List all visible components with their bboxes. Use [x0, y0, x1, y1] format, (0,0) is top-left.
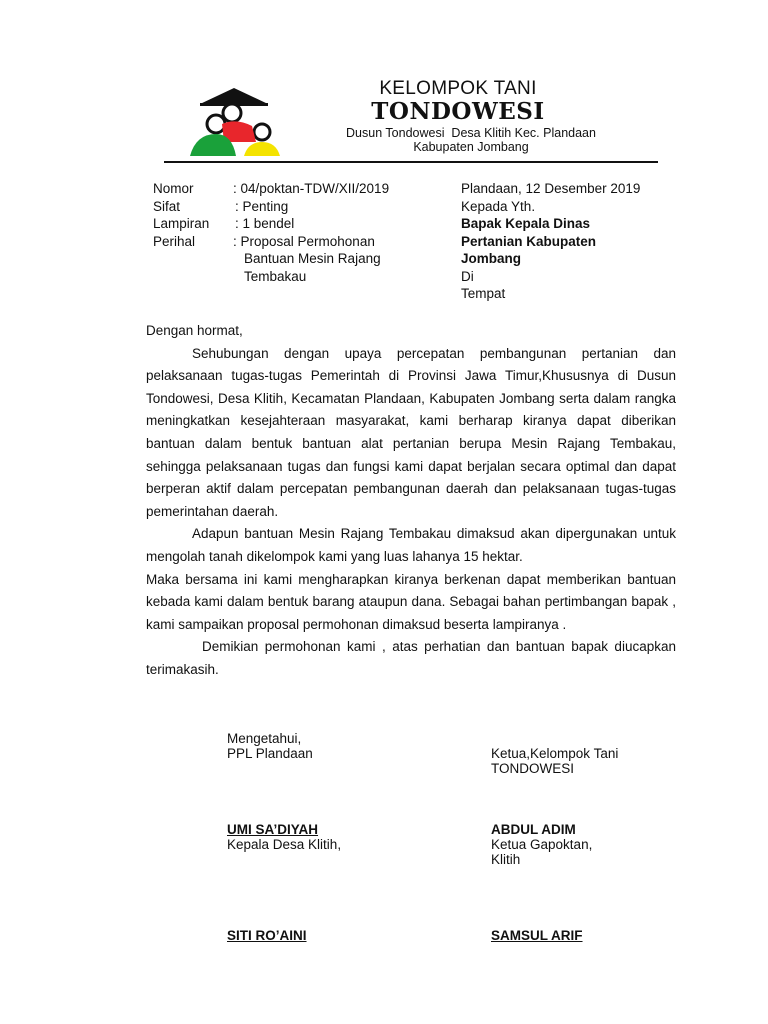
perihal-value-3: Tembakau [244, 269, 307, 284]
letter-date: Plandaan, 12 Desember 2019 [461, 181, 641, 196]
paragraph-2: Adapun bantuan Mesin Rajang Tembakau dimaksud akan dipergunakan untuk mengolah tanah dikelompok kami yang luas lahanya 15 hektar. [146, 526, 676, 564]
farmer-family-logo-icon [186, 84, 282, 160]
recipient-line-3: Jombang [461, 251, 522, 266]
recipient-line-1: Bapak Kepala Dinas [461, 216, 591, 231]
paragraph-3: Maka bersama ini kami mengharapkan kiranya berkenan dapat memberikan bantuan kebada kami dalam bentuk barang ataupun dana. Sebagai bahan pertimbangan bapak , kami sampaikan proposal permohonan dimaksud beserta lampiranya . [146, 571, 676, 632]
group-title: KELOMPOK TANI [379, 78, 537, 99]
address-line-2: Kabupaten Jombang [413, 140, 529, 154]
letterhead-divider [164, 161, 658, 163]
gapoktan-title-2: Klitih [491, 852, 521, 867]
perihal-value-2: Bantuan Mesin Rajang [244, 251, 381, 266]
group-name: TONDOWESI [371, 98, 545, 125]
perihal-value-1: : Proposal Permohonan [233, 234, 375, 249]
address-line-1: Dusun Tondowesi Desa Klitih Kec. Plandaan [346, 126, 596, 140]
ppl-name: UMI SA’DIYAH [227, 822, 319, 837]
letter-body [146, 320, 676, 682]
ppl-title: PPL Plandaan [227, 746, 313, 761]
recipient-di: Di [461, 269, 474, 284]
kades-title: Kepala Desa Klitih, [227, 837, 342, 852]
ketua-title-1: Ketua,Kelompok Tani [491, 746, 619, 761]
recipient-line-2: Pertanian Kabupaten [461, 234, 597, 249]
ketua-title-2: TONDOWESI [491, 761, 575, 776]
gapoktan-title-1: Ketua Gapoktan, [491, 837, 593, 852]
perihal-label: Perihal [153, 234, 196, 249]
nomor-value: : 04/poktan-TDW/XII/2019 [233, 181, 390, 196]
mengetahui-label: Mengetahui, [227, 731, 302, 746]
salutation: Dengan hormat, [146, 323, 243, 338]
nomor-label: Nomor [153, 181, 194, 196]
lampiran-label: Lampiran [153, 216, 210, 231]
sifat-label: Sifat [153, 199, 181, 214]
recipient-tempat: Tempat [461, 286, 506, 301]
gapoktan-name: SAMSUL ARIF [491, 928, 583, 943]
kepada-yth: Kepada Yth. [461, 199, 536, 214]
paragraph-4: Demikian permohonan kami , atas perhatian dan bantuan bapak diucapkan terimakasih. [146, 639, 676, 677]
lampiran-value: : 1 bendel [235, 216, 295, 231]
kades-name: SITI RO’AINI [227, 928, 307, 943]
sifat-value: : Penting [235, 199, 289, 214]
ketua-name: ABDUL ADIM [491, 822, 576, 837]
paragraph-1: Sehubungan dengan upaya percepatan pembangunan pertanian dan pelaksanaan tugas-tugas Pemerintah di Provinsi Jawa Timur,Khususnya di Dusun Tondowesi, Desa Klitih, Kecamatan Plandaan, Kabupaten Jombang serta dalam rangka meningkatkan kesejahteraan masyarakat, kami berharap kiranya dapat diberikan bantuan dalam bentuk bantuan alat pertanian berupa Mesin Rajang Tembakau, sehingga pelaksanaan tugas dan fungsi kami dapat berjalan secara optimal dan dapat berperan aktif dalam percepatan pembangunan daerah dan pelaksanaan tugas-tugas pemerintahan daerah. [146, 345, 676, 519]
